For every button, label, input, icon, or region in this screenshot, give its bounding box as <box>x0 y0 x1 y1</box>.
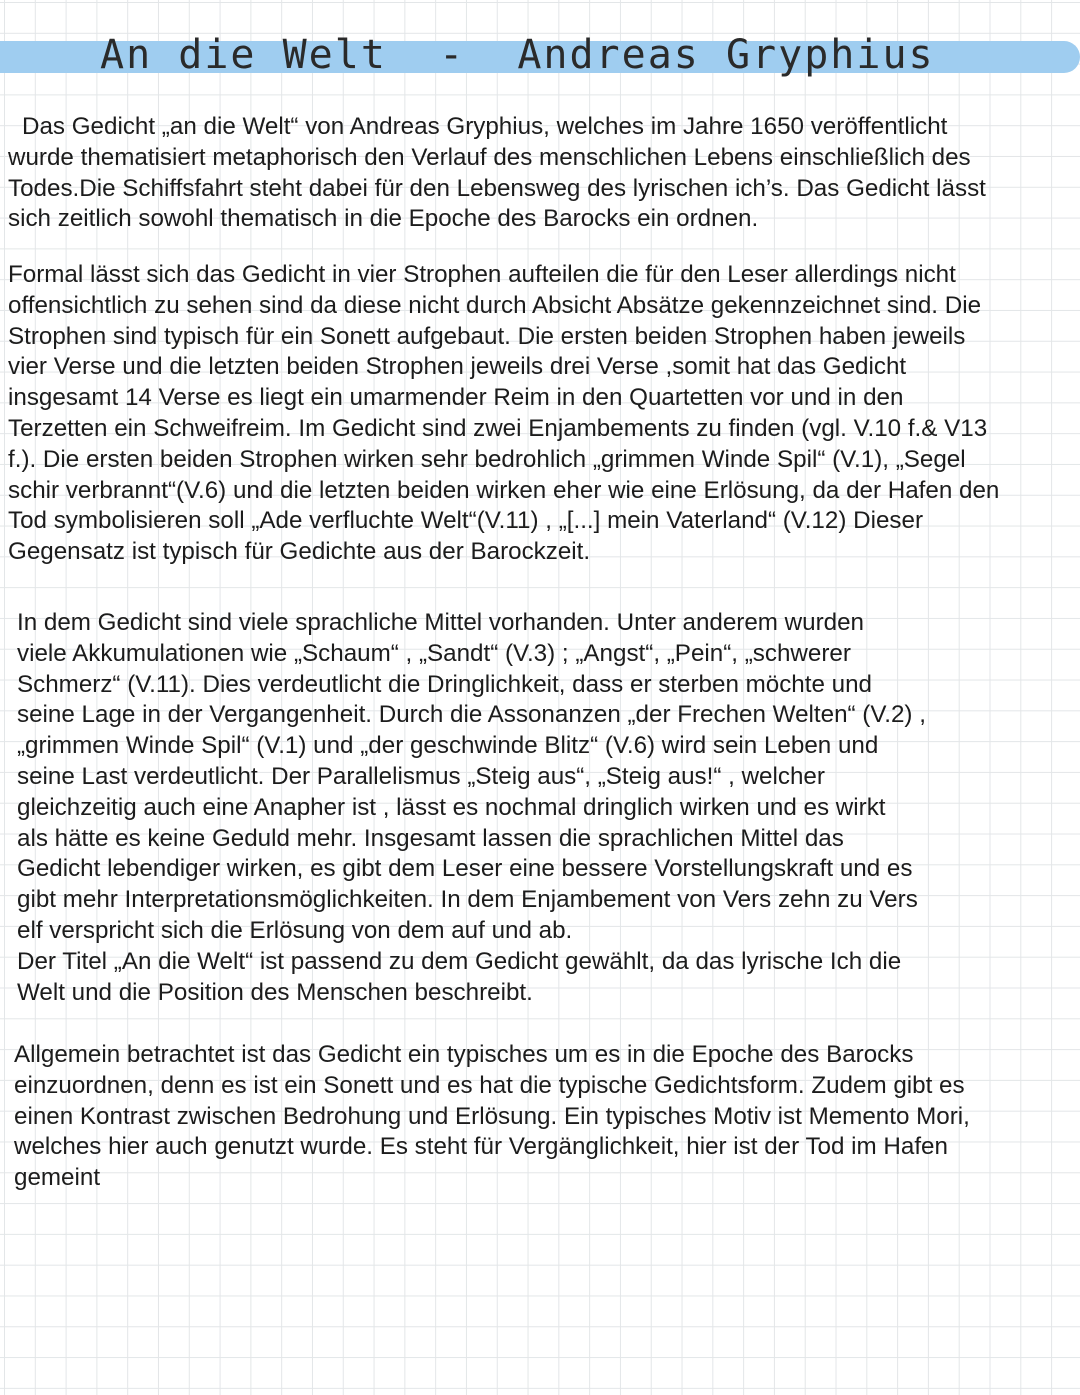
text-line: seine Last verdeutlicht. Der Parallelismus „Steig aus“, „Steig aus!“ , welcher <box>17 762 825 790</box>
text-line: gibt mehr Interpretationsmöglichkeiten. In dem Enjambement von Vers zehn zu Vers <box>17 886 918 914</box>
text-line: Terzetten ein Schweifreim. Im Gedicht sind zwei Enjambements zu finden (vgl. V.10 f.& V13 <box>8 414 988 442</box>
text-line: gemeint <box>14 1164 101 1192</box>
text-line: Todes.Die Schiffsfahrt steht dabei für den Lebensweg des lyrischen ich’s. Das Gedicht lässt <box>8 174 986 202</box>
paragraph-language-analysis <box>17 608 926 1008</box>
text-line: Schmerz“ (V.11). Dies verdeutlicht die Dringlichkeit, dass er sterben möchte und <box>17 670 873 698</box>
text-line: einzuordnen, denn es ist ein Sonett und es hat die typische Gedichtsform. Zudem gibt es <box>14 1071 965 1099</box>
paragraph-conclusion <box>14 1040 970 1194</box>
text-line: Gedicht lebendiger wirken, es gibt dem Leser eine bessere Vorstellungskraft und es <box>17 855 913 883</box>
text-line: Welt und die Position des Menschen beschreibt. <box>17 978 533 1006</box>
text-line: sich zeitlich sowohl thematisch in die Epoche des Barocks ein ordnen. <box>8 205 759 233</box>
paragraph-introduction <box>8 112 986 235</box>
text-line: viele Akkumulationen wie „Schaum“ , „Sandt“ (V.3) ; „Angst“, „Pein“, „schwerer <box>17 639 851 667</box>
text-line: Strophen sind typisch für ein Sonett aufgebaut. Die ersten beiden Strophen haben jeweils <box>8 322 966 350</box>
text-line: „grimmen Winde Spil“ (V.1) und „der geschwinde Blitz“ (V.6) wird sein Leben und <box>17 732 879 760</box>
text-line: vier Verse und die letzten beiden Strophen jeweils drei Verse ,somit hat das Gedicht <box>8 353 907 381</box>
text-line: f.). Die ersten beiden Strophen wirken sehr bedrohlich „grimmen Winde Spil“ (V.1), „Segel <box>8 445 966 473</box>
text-line: einen Kontrast zwischen Bedrohung und Erlösung. Ein typisches Motiv ist Memento Mori, <box>14 1102 970 1130</box>
page-title: An die Welt - Andreas Gryphius <box>100 32 935 78</box>
text-line: insgesamt 14 Verse es liegt ein umarmender Reim in den Quartetten vor und in den <box>8 384 904 412</box>
paragraph-form-analysis <box>8 260 999 568</box>
text-line: wurde thematisiert metaphorisch den Verlauf des menschlichen Lebens einschließlich des <box>8 143 971 171</box>
text-line: gleichzeitig auch eine Anapher ist , lässt es nochmal dringlich wirken und es wirkt <box>17 793 886 821</box>
text-line: elf verspricht sich die Erlösung von dem auf und ab. <box>17 916 573 944</box>
text-line: Das Gedicht „an die Welt“ von Andreas Gryphius, welches im Jahre 1650 veröffentlicht <box>22 113 948 140</box>
text-line: schir verbrannt“(V.6) und die letzten beiden wirken eher wie eine Erlösung, da der Hafen den <box>8 476 1000 504</box>
text-line: welches hier auch genutzt wurde. Es steht für Vergänglichkeit, hier ist der Tod im Hafen <box>14 1133 948 1161</box>
text-line: seine Lage in der Vergangenheit. Durch die Assonanzen „der Frechen Welten“ (V.2) , <box>17 701 926 729</box>
text-line: offensichtlich zu sehen sind da diese nicht durch Absicht Absätze gekennzeichnet sind. Die <box>8 291 982 319</box>
text-line: In dem Gedicht sind viele sprachliche Mittel vorhanden. Unter anderem wurden <box>17 609 864 636</box>
text-line: Allgemein betrachtet ist das Gedicht ein typisches um es in die Epoche des Barocks <box>14 1041 914 1068</box>
text-line: Der Titel „An die Welt“ ist passend zu dem Gedicht gewählt, da das lyrische Ich die <box>17 947 902 975</box>
text-line: als hätte es keine Geduld mehr. Insgesamt lassen die sprachlichen Mittel das <box>17 824 844 852</box>
text-line: Gegensatz ist typisch für Gedichte aus der Barockzeit. <box>8 538 591 566</box>
text-line: Formal lässt sich das Gedicht in vier Strophen aufteilen die für den Leser allerdings nicht <box>8 261 956 288</box>
text-line: Tod symbolisieren soll „Ade verfluchte Welt“(V.11) , „[...] mein Vaterland“ (V.12) Dieser <box>8 507 924 535</box>
